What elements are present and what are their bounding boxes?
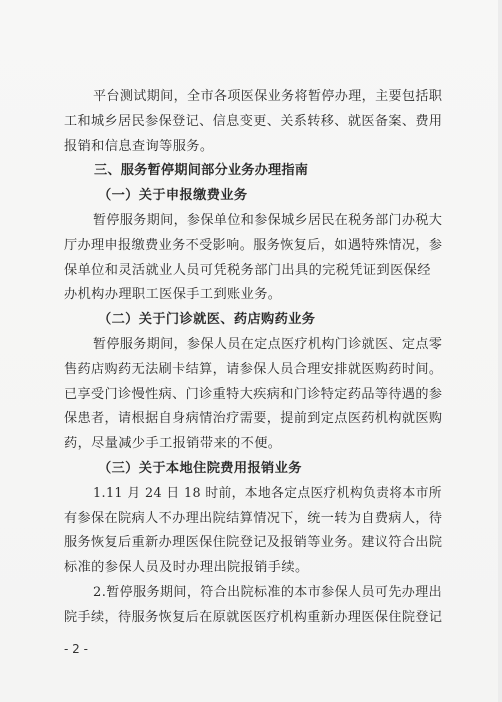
section-heading-3: 三、服务暂停期间部分业务办理指南 xyxy=(94,163,309,179)
paragraph-3-line-4: 保患者，请根据自身病情治疗需要，提前到定点医药机构就医购 xyxy=(64,411,443,427)
paragraph-1-line-1: 平台测试期间，全市各项医保业务将暂停办理，主要包括职 xyxy=(93,89,443,104)
paragraph-4-line-3: 服务恢复后重新办理医保住院登记及报销等业务。建议符合出院 xyxy=(64,535,443,551)
paragraph-4-line-2: 有参保在院病人不办理出院结算情况下，统一转为自费病人，待 xyxy=(64,510,443,526)
subheading-1: （一）关于申报缴费业务 xyxy=(98,188,248,204)
subheading-2: （二）关于门诊就医、药店购药业务 xyxy=(98,312,316,328)
paragraph-1-line-3: 报销和信息查询等服务。 xyxy=(64,138,214,154)
paragraph-2-line-3: 保单位和灵活就业人员可凭税务部门出具的完税凭证到医保经 xyxy=(64,262,431,278)
paragraph-1-line-2: 工和城乡居民参保登记、信息变更、关系转移、就医备案、费用 xyxy=(64,113,443,129)
paragraph-5-line-1: 2.暂停服务期间，符合出院标准的本市参保人员可先办理出 xyxy=(93,585,443,600)
subheading-3: （三）关于本地住院费用报销业务 xyxy=(98,461,302,476)
paragraph-2-line-2: 厅办理申报缴费业务不受影响。服务恢复后，如遇特殊情况，参 xyxy=(64,237,443,253)
page-number: - 2 - xyxy=(64,642,88,656)
paragraph-2-line-4: 办机构办理职工医保手工到账业务。 xyxy=(64,287,282,303)
paragraph-3-line-3: 已享受门诊慢性病、门诊重特大疾病和门诊特定药品等待遇的参 xyxy=(64,386,443,402)
paragraph-4-line-4: 标准的参保人员及时办理出院报销手续。 xyxy=(64,560,309,576)
paragraph-2-line-1: 暂停服务期间，参保单位和参保城乡居民在税务部门办税大 xyxy=(93,213,443,228)
paragraph-3-line-2: 售药店购药无法刷卡结算，请参保人员合理安排就医购药时间。 xyxy=(64,361,443,377)
paragraph-4-line-1: 1.11 月 24 日 18 时前，本地各定点医疗机构负责将本市所 xyxy=(93,485,442,501)
paragraph-5-line-2: 院手续，待服务恢复后在原就医医疗机构重新办理医保住院登记 xyxy=(64,609,443,625)
paragraph-3-line-1: 暂停服务期间，参保人员在定点医疗机构门诊就医、定点零 xyxy=(93,337,443,352)
paragraph-3-line-5: 药，尽量减少手工报销带来的不便。 xyxy=(64,436,282,452)
